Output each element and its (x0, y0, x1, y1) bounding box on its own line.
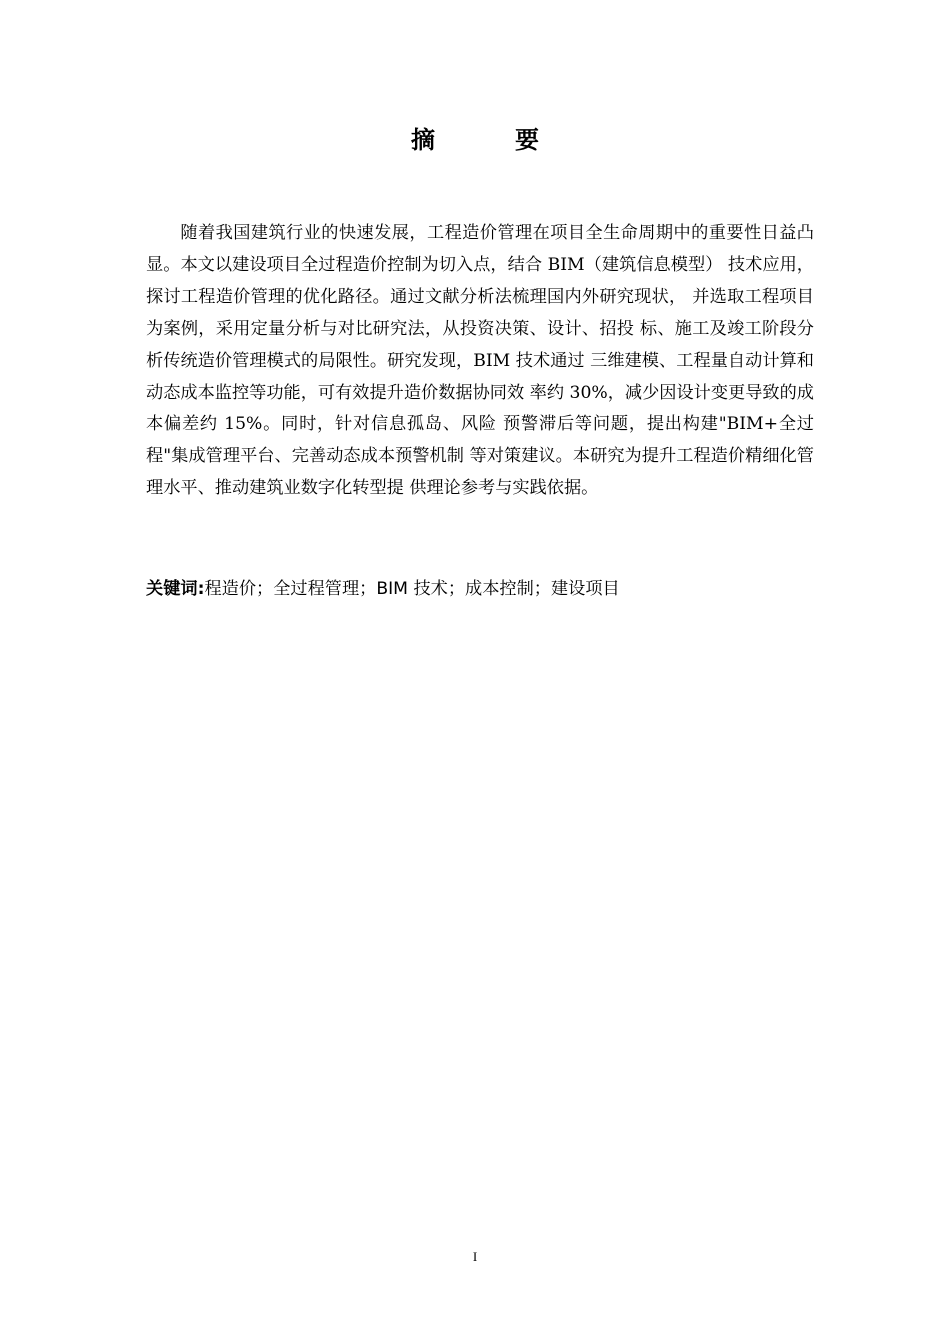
abstract-body: 随着我国建筑行业的快速发展，工程造价管理在项目全生命周期中的重要性日益凸显。本文以建设项目全过程造价控制为切入点，结合 BIM（建筑信息模型） 技术应用，探讨工程造价管理的优化路径。通过文献分析法梳理国内外研究现状， 并选取工程项目为案例，采用定量分析与对比研究法，从投资决策、设计、招投 标、施工及竣工阶段分析传统造价管理模式的局限性。研究发现，BIM 技术通过 三维建模、工程量自动计算和动态成本监控等功能，可有效提升造价数据协同效 率约 30%，减少因设计变更导致的成本偏差约 15%。同时，针对信息孤岛、风险 预警滞后等问题，提出构建"BIM+全过程"集成管理平台、完善动态成本预警机制 等对策建议。本研究为提升工程造价精细化管理水平、推动建筑业数字化转型提 供理论参考与实践依据。 (146, 223, 814, 499)
abstract-title: 摘 要 (411, 126, 567, 154)
keywords-label: 关键词: (146, 579, 205, 599)
keywords-text: 程造价；全过程管理；BIM 技术；成本控制；建设项目 (204, 579, 620, 599)
keywords-line (146, 574, 814, 604)
page-number: I (472, 1249, 478, 1264)
